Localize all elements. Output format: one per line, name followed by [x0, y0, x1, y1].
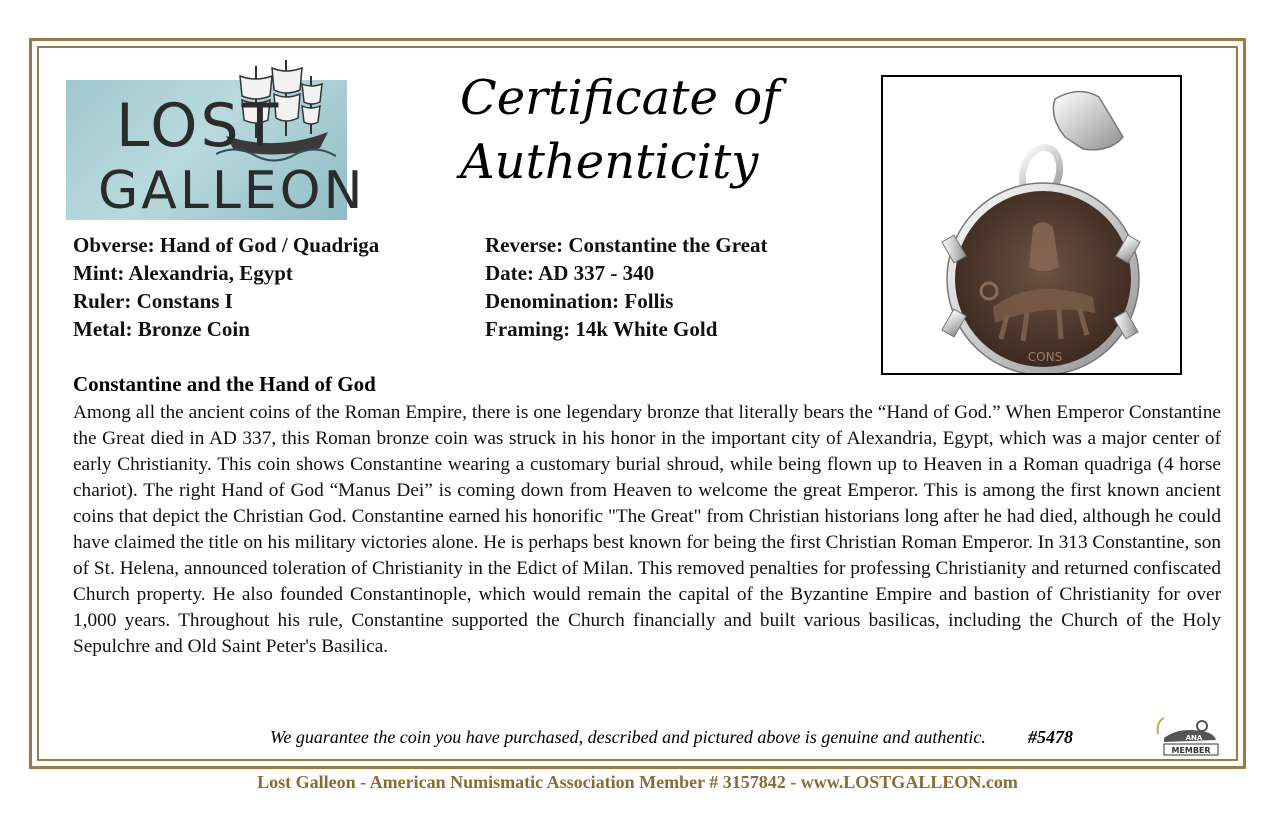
guarantee-statement: We guarantee the coin you have purchased, described and pictured above is genuine and authentic.	[270, 727, 986, 747]
lost-galleon-logo	[66, 80, 366, 221]
coin-pendant-photo	[881, 75, 1182, 375]
coin-legend: CONS	[1027, 350, 1063, 364]
spec-reverse: Reverse: Constantine the Great	[485, 233, 768, 257]
spec-framing: Framing: 14k White Gold	[485, 317, 718, 341]
title-line-1: Certificate of	[460, 70, 780, 126]
spec-mint: Mint: Alexandria, Egypt	[73, 261, 293, 285]
ana-member-badge	[1150, 712, 1222, 756]
logo-line-2: GALLEON	[98, 161, 366, 221]
spec-obverse: Obverse: Hand of God / Quadriga	[73, 233, 380, 257]
footer-line: Lost Galleon - American Numismatic Association Member # 3157842 - www.LOSTGALLEON.com	[257, 772, 1018, 792]
ana-badge-top: ANA	[1185, 734, 1203, 742]
logo-line-1: LOST	[116, 91, 282, 161]
spec-ruler: Ruler: Constans I	[73, 289, 233, 313]
spec-denomination: Denomination: Follis	[485, 289, 674, 313]
specs-right-column	[485, 231, 767, 343]
spec-metal: Metal: Bronze Coin	[73, 317, 250, 341]
certificate-title	[460, 66, 820, 194]
description-heading: Constantine and the Hand of God	[73, 372, 376, 396]
spec-date: Date: AD 337 - 340	[485, 261, 655, 285]
description-text: Among all the ancient coins of the Roman Empire, there is one legendary bronze that literally bears the “Hand of God.” When Emperor Constantine the Great died in AD 337, this Roman bronze coin was struck in his honor in the important city of Alexandria, Egypt, which was a major center of early Christianity. This coin shows Constantine wearing a customary burial shroud, while being flown up to Heaven in a Roman quadriga (4 horse chariot). The right Hand of God “Manus Dei” is coming down from Heaven to welcome the great Emperor. This is among the first known ancient coins that depict the Christian God. Constantine earned his honorific "The Great" from Christian historians long after he had died, although he could have claimed the title on his military victories alone. He is perhaps best known for being the first Christian Roman Emperor. In 313 Constantine, son of St. Helena, announced toleration of Christianity in the Edict of Milan. This removed penalties for professing Christianity and returned confiscated Church property. He also founded Constantinople, which would remain the capital of the Byzantine Empire and bastion of Christianity for over 1,000 years. Throughout his rule, Constantine supported the Church financially and built various basilicas, including the Church of the Holy Sepulchre and Old Saint Peter's Basilica.	[73, 402, 1221, 657]
specs-left-column	[73, 231, 379, 343]
coin-pendant-image	[883, 77, 1180, 373]
ana-badge-label: MEMBER	[1171, 746, 1211, 755]
certificate-number: #5478	[1028, 727, 1073, 747]
title-line-2: Authenticity	[460, 134, 759, 190]
